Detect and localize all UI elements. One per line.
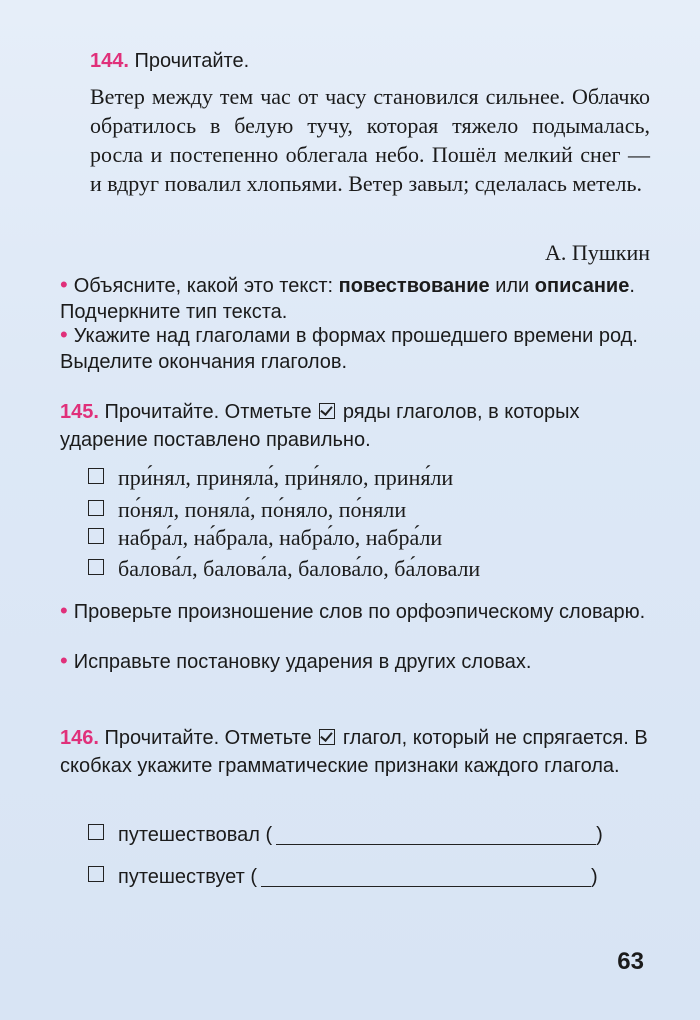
option-checkbox[interactable]	[88, 468, 104, 484]
verb-word: путешествует	[118, 866, 245, 888]
verb-word: путешествовал	[118, 824, 260, 846]
exercise-144-task-1: • Объясните, какой это текст: повествование или описание. Подчеркните тип текста.	[60, 272, 635, 323]
verb-checkbox[interactable]	[88, 866, 104, 882]
checked-checkbox-icon	[319, 403, 335, 419]
option-checkbox[interactable]	[88, 559, 104, 575]
exercise-146-verb-row: путешествует ( )	[88, 866, 598, 889]
exercise-145-task-1: • Проверьте произношение слов по орфоэпическому словарю.	[60, 598, 646, 623]
exercise-146-verb-row: путешествовал ( )	[88, 824, 603, 847]
exercise-145-number: 145.	[60, 401, 99, 423]
bullet-icon: •	[60, 272, 68, 297]
bullet-icon: •	[60, 648, 68, 673]
exercise-145-task-2: • Исправьте постановку ударения в других словах.	[60, 648, 532, 673]
option-checkbox[interactable]	[88, 528, 104, 544]
option-checkbox[interactable]	[88, 500, 104, 516]
exercise-144-header	[90, 50, 249, 73]
bullet-icon: •	[60, 322, 68, 347]
exercise-144-author: А. Пушкин	[545, 240, 650, 265]
exercise-145-option: по́нял, поняла́, по́няло, по́няли	[88, 497, 406, 523]
exercise-145-header: 145. Прочитайте. Отметьте ряды глаголов, в которых ударение поставлено правильно.	[60, 401, 580, 451]
page-number: 63	[617, 948, 644, 975]
answer-blank[interactable]	[276, 844, 596, 845]
answer-blank[interactable]	[261, 886, 591, 887]
exercise-145-option: при́нял, приняла́, при́няло, приня́ли	[88, 465, 453, 491]
exercise-144-text: Ветер между тем час от часу становился сильнее. Облачко обратилось в белую тучу, которая тяжело подымалась, росла и постепенно облегала небо. Пошёл мелкий снег — и вдруг повалил хлопьями. Ветер завыл; сделалась метель.	[90, 84, 650, 196]
exercise-145-option: балова́л, балова́ла, балова́ло, ба́ловали	[88, 556, 480, 582]
exercise-145-option: набра́л, на́брала, набра́ло, набра́ли	[88, 525, 442, 551]
checked-checkbox-icon	[319, 729, 335, 745]
exercise-144-number: 144.	[90, 50, 129, 72]
bullet-icon: •	[60, 598, 68, 623]
exercise-144-task-2: • Укажите над глаголами в формах прошедшего времени род. Выделите окончания глаголов.	[60, 322, 638, 373]
verb-checkbox[interactable]	[88, 824, 104, 840]
exercise-146-header: 146. Прочитайте. Отметьте глагол, который не спрягается. В скобках укажите грамматические признаки каждого глагола.	[60, 727, 648, 777]
exercise-144-instruction: Прочитайте.	[134, 50, 250, 72]
exercise-146-number: 146.	[60, 727, 99, 749]
